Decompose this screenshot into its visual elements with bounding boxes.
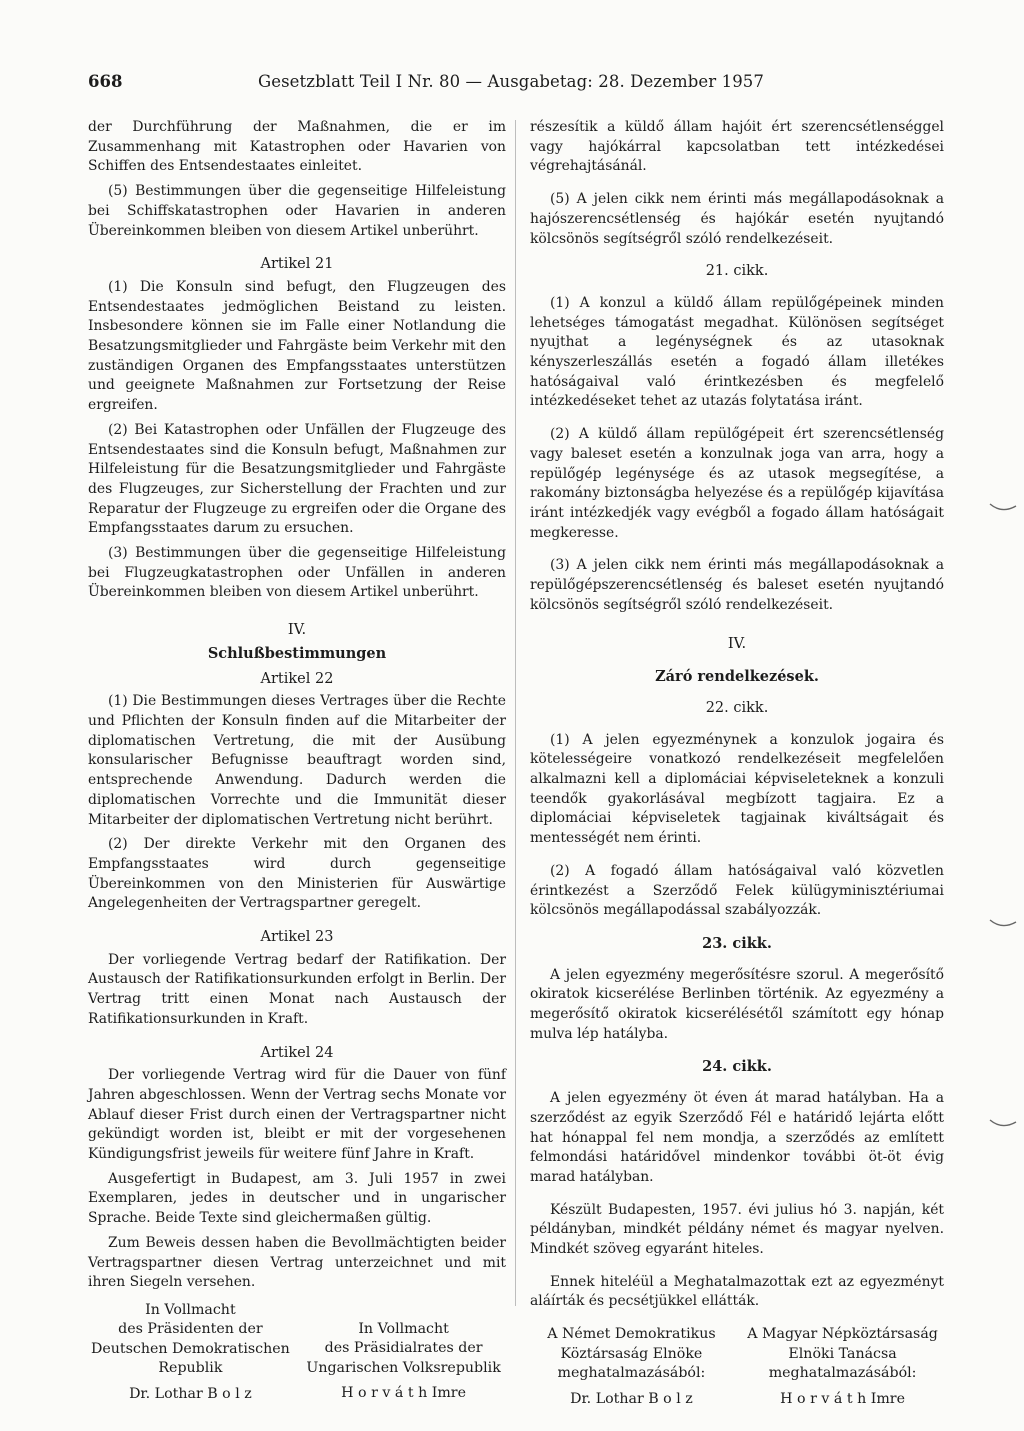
section-title: Schlußbestimmungen: [207, 644, 387, 662]
margin-scratch-icon: [988, 916, 1018, 930]
section-title: Záró rendelkezések.: [655, 668, 819, 686]
article-heading: Artikel 21: [260, 256, 334, 273]
hungarian-column: [530, 118, 944, 1409]
article-heading: Artikel 22: [260, 670, 334, 687]
paragraph: (1) Die Bestimmungen dieses Vertrages über die Rechte und Pflichten der Konsuln finden auf die Mitarbeiter der diplomatischen Vertretung, die mit der Ausübung konsularischer Befugnisse beauftragt worden sind, entsprechende Anwendung. Dadurch werden die diplomatischen Vorrechte und die Immunität dieser Mitarbeiter der diplomatischen Vertretung nicht berührt.: [88, 693, 506, 828]
paragraph: (1) A jelen egyezménynek a konzulok jogaira és kötelességeire vonatkozó rendelkezéseit megfelelően alkalmazni kell a diplomáciai képviseleteknek a konzuli teendők gyakorlásával megbízott tagjaira. Ez a diplomáciai képviseletek tagjainak kiváltságait és mentességét nem érinti.: [530, 731, 944, 847]
signature-line: Ungarischen Volksrepublik: [306, 1359, 501, 1376]
article-heading: 21. cikk.: [705, 263, 769, 280]
paragraph: Készült Budapesten, 1957. évi julius hó 3. napján, két példányban, mindkét példány német és magyar nyelven. Mindkét szöveg egyaránt hiteles.: [530, 1201, 944, 1258]
paragraph: (1) Die Konsuln sind befugt, den Flugzeugen des Entsendestaates jedmöglichen Beistand zu leisten. Insbesondere können sie im Falle einer Notlandung die Besatzungsmitglieder und Fahrgäste beim Verkehr mit den zuständigen Organen des Empfangsstaates unterstützen und geeignete Maßnahmen zur Fortsetzung der Reise ergreifen.: [88, 278, 506, 414]
signature-line: meghatalmazásából:: [768, 1365, 917, 1382]
article-heading: 22. cikk.: [705, 699, 769, 716]
paragraph: (2) Der direkte Verkehr mit den Organen des Empfangsstaates wird durch gegenseitige Übereinkommen von den Ministerien für Auswärtige Angelegenheiten der Vertragspartner geregelt.: [88, 836, 506, 912]
paragraph: részesítik a küldő állam hajóit ért szerencsétlenséggel vagy hajókárral kapcsolatban tett intézkedései végrehajtásánál.: [530, 119, 944, 175]
section-numeral: IV.: [727, 636, 747, 653]
signature-line: Republik: [158, 1360, 223, 1377]
section-numeral: IV.: [287, 622, 307, 639]
paragraph: Der vorliegende Vertrag bedarf der Ratifikation. Der Austausch der Ratifikationsurkunden erfolgt in Berlin. Der Vertrag tritt einen Monat nach Austausch der Ratifikationsurkunden in Kraft.: [88, 951, 506, 1027]
signatory-gdr: [530, 1325, 733, 1409]
signature-line: des Präsidialrates der: [324, 1340, 483, 1357]
page-header: [88, 72, 764, 96]
signature-block: [88, 1301, 506, 1405]
signature-line: des Präsidenten der: [118, 1321, 263, 1338]
paragraph: (2) A küldő állam repülőgépeit ért szerencsétlenség vagy baleset esetén a konzulnak joga van arra, hogy a repülőgép legénysége és az utasok megsegítése, a rakomány biztonságba helyezése és a repülőgép kijavítása iránt intézkedjék vagy evégből a fogado állam hatóságait megkeresse.: [530, 426, 944, 541]
signature-line: Köztársaság Elnöke: [560, 1345, 703, 1362]
margin-scratch-icon: [988, 500, 1018, 514]
running-title: Gesetzblatt Teil I Nr. 80 — Ausgabetag: 28. Dezember 1957: [257, 72, 764, 91]
signatory-hungary: [741, 1325, 944, 1409]
paragraph: Der vorliegende Vertrag wird für die Dauer von fünf Jahren abgeschlossen. Wenn der Vertrag sechs Monate vor Ablauf dieser Frist durch einen der Vertragspartner nicht gekündigt worden ist, bleibt er mit der vorgesehenen Kündigungsfrist jeweils für weitere fünf Jahre in Kraft.: [88, 1067, 506, 1163]
signature-block: [530, 1325, 944, 1409]
signatory-name: H o r v á t h Imre: [341, 1385, 466, 1402]
german-column: [88, 118, 506, 1404]
column-divider: [515, 120, 516, 1306]
article-heading: 23. cikk.: [702, 934, 772, 952]
signatory-name: Dr. Lothar B o l z: [129, 1385, 252, 1402]
signatory-gdr: [88, 1301, 293, 1405]
page-number: 668: [88, 72, 123, 91]
paragraph: (1) A konzul a küldő állam repülőgépeinek minden lehetséges támogatást megadhat. Különösen segítséget nyujthat a legénységnek és az utasoknak kényszerleszállás esetén a fogadó állam illetékes hatóságaival való érintkezésben és megfelelő intézkedéseket tehet az utazás folytatása iránt.: [530, 294, 944, 410]
signature-line: In Vollmacht: [358, 1320, 449, 1337]
signature-line: A Német Demokratikus: [547, 1326, 716, 1343]
signatory-name: H o r v á t h Imre: [780, 1390, 905, 1407]
signatory-name: Dr. Lothar B o l z: [570, 1390, 693, 1407]
signature-line: meghatalmazásából:: [557, 1365, 706, 1382]
paragraph: (5) Bestimmungen über die gegenseitige Hilfeleistung bei Schiffskatastrophen oder Havarien in anderen Übereinkommen bleiben von diesem Artikel unberührt.: [88, 183, 506, 239]
paragraph: (3) Bestimmungen über die gegenseitige Hilfeleistung bei Flugzeugkatastrophen oder Unfällen in anderen Übereinkommen bleiben von diesem Artikel unberührt.: [88, 545, 506, 601]
paragraph: Ausgefertigt in Budapest, am 3. Juli 1957 in zwei Exemplaren, jedes in deutscher und in ungarischer Sprache. Beide Texte sind gleichermaßen gültig.: [88, 1170, 506, 1227]
paragraph: A jelen egyezmény megerősítésre szorul. A megerősítő okiratok kicserélése Berlinben történik. Az egyezmény a megerősítő okiratok kicserélésétől számított egy hónap mulva lép hatályba.: [530, 966, 944, 1042]
paragraph: A jelen egyezmény öt éven át marad hatályban. Ha a szerződést az egyik Szerződő Fél e határidő lejárta előtt hat hónappal fel nem mondja, a szerződés az említett felmondási határidővel mindenkor további öt-öt évig marad hatályban.: [530, 1090, 944, 1185]
paragraph: (2) Bei Katastrophen oder Unfällen der Flugzeuge des Entsendestaates sind die Konsuln befugt, Maßnahmen zur Hilfeleistung für die Besatzungsmitglieder und Fahrgäste des Flugzeuges, zur Sicherstellung der Frachten und zur Reparatur der Flugzeuge zu ergreifen oder die Organe des Empfangsstaates darum zu ersuchen.: [88, 421, 506, 537]
margin-scratch-icon: [988, 1116, 1018, 1130]
signature-line: In Vollmacht: [145, 1301, 236, 1318]
signatory-hungary: [301, 1301, 506, 1405]
paragraph: Ennek hiteléül a Meghatalmazottak ezt az egyezményt aláírták és pecsétjükkel ellátták.: [530, 1273, 944, 1310]
signature-line: Deutschen Demokratischen: [91, 1340, 290, 1357]
article-heading: Artikel 24: [260, 1044, 334, 1061]
paragraph: (2) A fogadó állam hatóságaival való közvetlen érintkezést a Szerződő Felek külügyminisztériumai kölcsönös megállapodással szabályozzák.: [530, 862, 944, 919]
paragraph: (5) A jelen cikk nem érinti más megállapodásoknak a hajószerencsétlenség és hajókár esetén nyujtandó kölcsönös segítségről szóló rendelkezéseit.: [530, 191, 944, 247]
signature-line: Elnöki Tanácsa: [788, 1345, 897, 1362]
paragraph: der Durchführung der Maßnahmen, die er im Zusammenhang mit Katastrophen oder Havarien von Schiffen des Entsendestaates einleitet.: [88, 119, 506, 175]
article-heading: 24. cikk.: [702, 1058, 772, 1076]
article-heading: Artikel 23: [260, 929, 334, 946]
paragraph: (3) A jelen cikk nem érinti más megállapodásoknak a repülőgépszerencsétlenség és baleset esetén nyujtandó kölcsönös segítségről szóló rendelkezéseit.: [530, 557, 944, 613]
signature-line: A Magyar Népköztársaság: [747, 1326, 938, 1343]
paragraph: Zum Beweis dessen haben die Bevollmächtigten beider Vertragspartner diesen Vertrag unterzeichnet und mit ihren Siegeln versehen.: [88, 1234, 506, 1291]
